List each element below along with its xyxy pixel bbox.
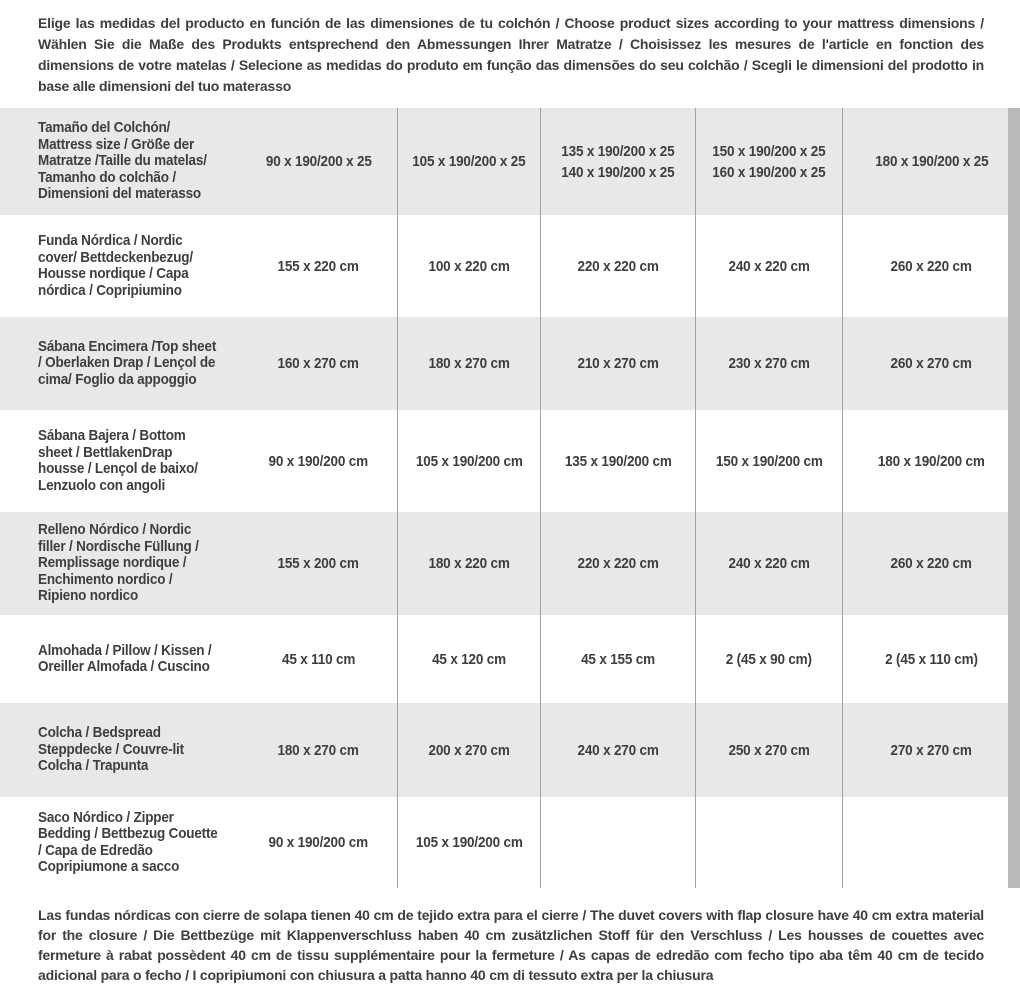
size-value: 250 x 270 cm <box>728 741 810 759</box>
header-size-cell <box>397 108 540 215</box>
size-cell <box>240 410 397 512</box>
size-cell <box>540 512 695 615</box>
header-size-value: 150 x 190/200 x 25 <box>712 142 826 160</box>
size-value: 260 x 270 cm <box>890 355 973 372</box>
row-label-cell <box>0 215 240 317</box>
size-cell <box>240 797 397 888</box>
size-value: 270 x 270 cm <box>890 741 973 759</box>
size-value: 105 x 190/200 cm <box>415 834 523 851</box>
size-cell <box>695 215 842 317</box>
size-value: 155 x 220 cm <box>277 257 360 275</box>
table-row-top-sheet <box>0 317 1020 410</box>
size-cell <box>540 797 695 888</box>
row-label: Sábana Bajera / Bottom sheet / BettlakenDrap housse / Lençol de baixo/ Lenzuolo con angoli <box>38 427 198 494</box>
header-size-value: 105 x 190/200 x 25 <box>412 153 526 170</box>
size-value: 45 x 120 cm <box>432 650 506 668</box>
size-value: 2 (45 x 110 cm) <box>885 650 978 668</box>
header-size-cell <box>240 108 397 215</box>
size-cell <box>842 317 1020 410</box>
size-cell <box>397 512 540 615</box>
row-label: Colcha / Bedspread Steppdecke / Couvre-lit Colcha / Trapunta <box>38 724 184 775</box>
size-value: 180 x 270 cm <box>428 355 510 372</box>
table-row-bedspread <box>0 703 1020 797</box>
table-row-bottom-sheet <box>0 410 1020 512</box>
header-size-value: 160 x 190/200 x 25 <box>712 163 826 181</box>
size-cell <box>842 703 1020 797</box>
size-cell <box>240 215 397 317</box>
size-value: 155 x 200 cm <box>277 555 360 572</box>
size-value: 100 x 220 cm <box>428 257 510 275</box>
header-size-cell <box>540 108 695 215</box>
header-label-cell <box>0 108 240 215</box>
size-value: 45 x 155 cm <box>581 650 655 668</box>
size-cell <box>240 512 397 615</box>
header-size-value: 90 x 190/200 x 25 <box>265 153 372 170</box>
footnote-text: Las fundas nórdicas con cierre de solapa tienen 40 cm de tejido extra para el cierre / The duvet covers with flap closure have 40 cm extra material for the closure / Die Bettbezüge mit Klappenverschluss haben 40 cm zusätzlichen Stoff für den Verschluss / Les housses de couettes avec fermeture à rabat possèdent 40 cm de tissu supplémentaire pour la fermeture / As capas de edredão com fecho tipo aba têm 40 cm de tecido adicional para o fecho / I copripiumoni con chiusura a patta hanno 40 cm di tessuto extra per la chiusura <box>38 907 984 983</box>
size-cell <box>695 317 842 410</box>
size-value: 240 x 220 cm <box>728 555 810 572</box>
size-value: 45 x 110 cm <box>281 650 356 668</box>
intro-text: Elige las medidas del producto en función de las dimensiones de tu colchón / Choose product sizes according to your mattress dimensions / Wählen Sie die Maße des Produkts entsprechend den Abmessungen Ihrer Matratze / Choisissez les mesures de l'article en fonction des dimensions de votre matelas / Selecione as medidas do produto em função das dimensões do seu colchão / Scegli le dimensioni del prodotto in base alle dimensioni del tuo materasso <box>38 15 984 94</box>
row-label: Relleno Nórdico / Nordic filler / Nordische Füllung / Remplissage nordique / Enchimento nordico / Ripieno nordico <box>38 521 199 605</box>
size-value: 210 x 270 cm <box>577 355 659 372</box>
size-cell <box>240 703 397 797</box>
row-label: Funda Nórdica / Nordic cover/ Bettdeckenbezug/ Housse nordique / Capa nórdica / Copripiumino <box>38 232 193 299</box>
size-cell <box>397 215 540 317</box>
size-value: 220 x 220 cm <box>577 257 659 275</box>
row-label: Almohada / Pillow / Kissen / Oreiller Almofada / Cuscino <box>38 641 212 675</box>
size-cell <box>397 797 540 888</box>
header-size-value-group <box>555 141 681 183</box>
size-value: 135 x 190/200 cm <box>564 452 672 470</box>
size-table <box>0 108 1020 888</box>
row-label: Sábana Encimera /Top sheet / Oberlaken Drap / Lençol de cima/ Foglio da appoggio <box>38 337 217 388</box>
row-label-cell <box>0 410 240 512</box>
row-label-cell <box>0 317 240 410</box>
size-value: 2 (45 x 90 cm) <box>725 650 813 668</box>
header-size-cell <box>695 108 842 215</box>
header-size-value: 140 x 190/200 x 25 <box>561 163 675 181</box>
size-value: 260 x 220 cm <box>890 555 973 572</box>
row-label-cell <box>0 703 240 797</box>
size-cell <box>397 615 540 703</box>
size-value: 230 x 270 cm <box>728 355 810 372</box>
size-cell <box>540 615 695 703</box>
size-cell <box>842 512 1020 615</box>
header-size-value: 135 x 190/200 x 25 <box>561 142 675 160</box>
size-value: 105 x 190/200 cm <box>415 452 523 470</box>
size-value: 160 x 270 cm <box>277 355 360 372</box>
size-cell <box>842 615 1020 703</box>
header-size-cell <box>842 108 1020 215</box>
size-cell <box>540 410 695 512</box>
table-row-nordic-filler <box>0 512 1020 615</box>
table-row-zipper-bedding <box>0 797 1020 888</box>
size-value: 220 x 220 cm <box>577 555 659 572</box>
size-cell <box>695 797 842 888</box>
size-cell <box>240 317 397 410</box>
table-right-edge-bar <box>1008 108 1020 888</box>
size-cell <box>695 615 842 703</box>
size-cell <box>240 615 397 703</box>
size-value: 200 x 270 cm <box>428 741 510 759</box>
size-cell <box>397 317 540 410</box>
size-value: 240 x 220 cm <box>728 257 810 275</box>
size-cell <box>540 317 695 410</box>
header-size-value: 180 x 190/200 x 25 <box>874 153 989 170</box>
row-label: Saco Nórdico / Zipper Bedding / Bettbezug Couette / Capa de Edredão Copripiumone a sacco <box>38 808 218 875</box>
size-cell <box>397 410 540 512</box>
table-row-nordic-cover <box>0 215 1020 317</box>
header-label: Tamaño del Colchón/ Mattress size / Größe der Matratze /Taille du matelas/ Tamanho do colchão / Dimensioni del materasso <box>38 119 207 203</box>
size-value: 260 x 220 cm <box>890 257 973 275</box>
row-label-cell <box>0 797 240 888</box>
size-cell <box>842 215 1020 317</box>
size-value: 180 x 220 cm <box>428 555 510 572</box>
header-size-value-group <box>706 141 832 183</box>
size-cell <box>842 410 1020 512</box>
size-cell <box>397 703 540 797</box>
size-cell <box>540 215 695 317</box>
size-cell <box>695 703 842 797</box>
table-row-pillow <box>0 615 1020 703</box>
table-header-row <box>0 108 1020 215</box>
size-value: 180 x 270 cm <box>277 741 360 759</box>
size-value: 180 x 190/200 cm <box>878 452 985 470</box>
size-value: 240 x 270 cm <box>577 741 659 759</box>
row-label-cell <box>0 615 240 703</box>
size-cell <box>540 703 695 797</box>
size-cell <box>695 512 842 615</box>
size-cell <box>695 410 842 512</box>
row-label-cell <box>0 512 240 615</box>
size-value: 90 x 190/200 cm <box>268 452 369 470</box>
size-cell <box>842 797 1020 888</box>
size-value: 150 x 190/200 cm <box>715 452 823 470</box>
size-value: 90 x 190/200 cm <box>268 834 369 851</box>
